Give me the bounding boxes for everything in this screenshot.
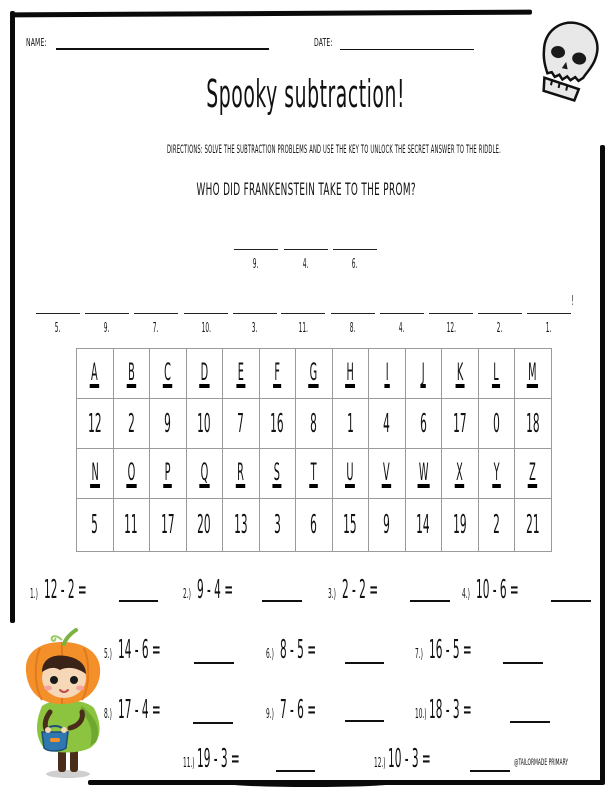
key-letter: J [421, 357, 425, 386]
key-value: 6 [419, 408, 427, 439]
key-letter: T [310, 457, 317, 486]
key-letter: E [237, 357, 244, 386]
riddle-question: WHO DID FRANKENSTEIN TAKE TO THE PROM? [196, 180, 416, 200]
key-letter: N [91, 457, 99, 486]
key-value: 10 [197, 408, 211, 439]
pumpkin-costume-kid-illustration [20, 628, 112, 778]
key-letter: F [274, 357, 281, 386]
key-value: 8 [310, 408, 318, 439]
key-letter-row [77, 349, 552, 399]
problem-6: 6.) 8 - 5 = [266, 635, 317, 665]
answer-field-3[interactable] [410, 600, 450, 602]
answer-field-7[interactable] [503, 662, 543, 664]
key-value: 17 [161, 510, 175, 540]
key-letter: L [493, 357, 499, 386]
problem-10: 10.)18 - 3 = [415, 695, 472, 725]
problem-5: 5.) 14 - 6 = [104, 635, 161, 665]
name-field[interactable] [56, 48, 269, 50]
key-value: 4 [383, 408, 391, 439]
key-value: 0 [492, 408, 500, 439]
key-value: 19 [453, 510, 467, 540]
problem-7: 7.) 16 - 5 = [415, 635, 472, 665]
key-letter: Z [529, 457, 537, 486]
key-value: 20 [197, 510, 211, 540]
key-value: 15 [343, 510, 357, 540]
riddle-exclamation: ! [571, 294, 574, 309]
answer-field-4[interactable] [551, 600, 591, 602]
key-value: 2 [127, 408, 135, 439]
key-value: 9 [164, 408, 172, 439]
problem-4: 4.) 10 - 6 = [462, 575, 519, 605]
problem-2: 2.) 9 - 4 = [183, 575, 234, 605]
key-value: 5 [91, 510, 99, 540]
problem-3: 3.) 2 - 2 = [328, 575, 379, 605]
key-letter: Y [493, 457, 500, 486]
key-letter: P [164, 457, 171, 486]
key-value: 17 [453, 408, 467, 439]
key-value: 9 [383, 510, 391, 540]
key-letter: C [164, 357, 172, 386]
key-letter: U [346, 457, 354, 486]
problem-9: 9.) 7 - 6 = [266, 695, 317, 725]
key-letter: Q [200, 457, 209, 486]
answer-field-2[interactable] [262, 600, 302, 602]
key-letter: D [200, 357, 208, 386]
credit-text: @TAILORMADE PRIMARY [514, 758, 569, 768]
key-value-row [77, 399, 552, 449]
page-border-right [600, 145, 605, 783]
key-letter: X [456, 457, 464, 486]
problem-8: 8.) 17 - 4 = [104, 695, 161, 725]
key-value: 16 [270, 408, 284, 439]
key-value: 1 [346, 408, 354, 439]
answer-field-5[interactable] [194, 662, 234, 664]
page-title: Spooky subtraction! [206, 72, 406, 116]
key-value: 7 [237, 408, 245, 439]
problem-11: 11.)19 - 3 = [183, 744, 240, 774]
key-letter-row [77, 449, 552, 499]
key-value: 3 [273, 510, 281, 540]
answer-field-8[interactable] [193, 722, 233, 724]
key-letter: K [456, 357, 463, 386]
date-label: DATE: [314, 36, 333, 49]
key-letter: V [383, 457, 391, 486]
key-value: 18 [526, 408, 540, 439]
answer-field-12[interactable] [470, 770, 510, 772]
key-value: 11 [124, 510, 138, 540]
page-border-top [10, 10, 532, 18]
answer-field-11[interactable] [276, 770, 315, 772]
key-letter: H [346, 357, 354, 386]
decoder-key-table [76, 348, 552, 552]
answer-field-10[interactable] [510, 721, 550, 723]
key-value: 12 [88, 408, 102, 439]
key-letter: M [528, 357, 537, 386]
key-letter: R [237, 457, 245, 486]
key-value-row [77, 499, 552, 552]
key-letter: O [127, 457, 136, 486]
problem-1: 1.) 12 - 2 = [30, 575, 87, 605]
directions-text: DIRECTIONS: SOLVE THE SUBTRACTION PROBLEMS AND USE THE KEY TO UNLOCK THE SECRET ANSWER TO THE RIDDLE. [166, 142, 501, 156]
answer-field-1[interactable] [119, 600, 158, 602]
key-letter: A [91, 357, 99, 386]
key-letter: I [385, 357, 389, 386]
name-label: NAME: [26, 36, 47, 49]
answer-field-9[interactable] [345, 720, 384, 722]
date-field[interactable] [340, 49, 474, 50]
key-value: 2 [492, 510, 500, 540]
answer-field-6[interactable] [345, 662, 384, 664]
key-letter: G [309, 357, 318, 386]
key-value: 13 [234, 510, 248, 540]
key-letter: W [418, 457, 429, 486]
key-value: 6 [310, 510, 318, 540]
key-value: 21 [526, 510, 540, 540]
page-border-bottom-bulge [230, 781, 390, 787]
problem-12: 12.)10 - 3 = [374, 744, 431, 774]
key-letter: S [274, 457, 281, 486]
key-letter: B [127, 357, 135, 386]
key-value: 14 [416, 510, 430, 540]
